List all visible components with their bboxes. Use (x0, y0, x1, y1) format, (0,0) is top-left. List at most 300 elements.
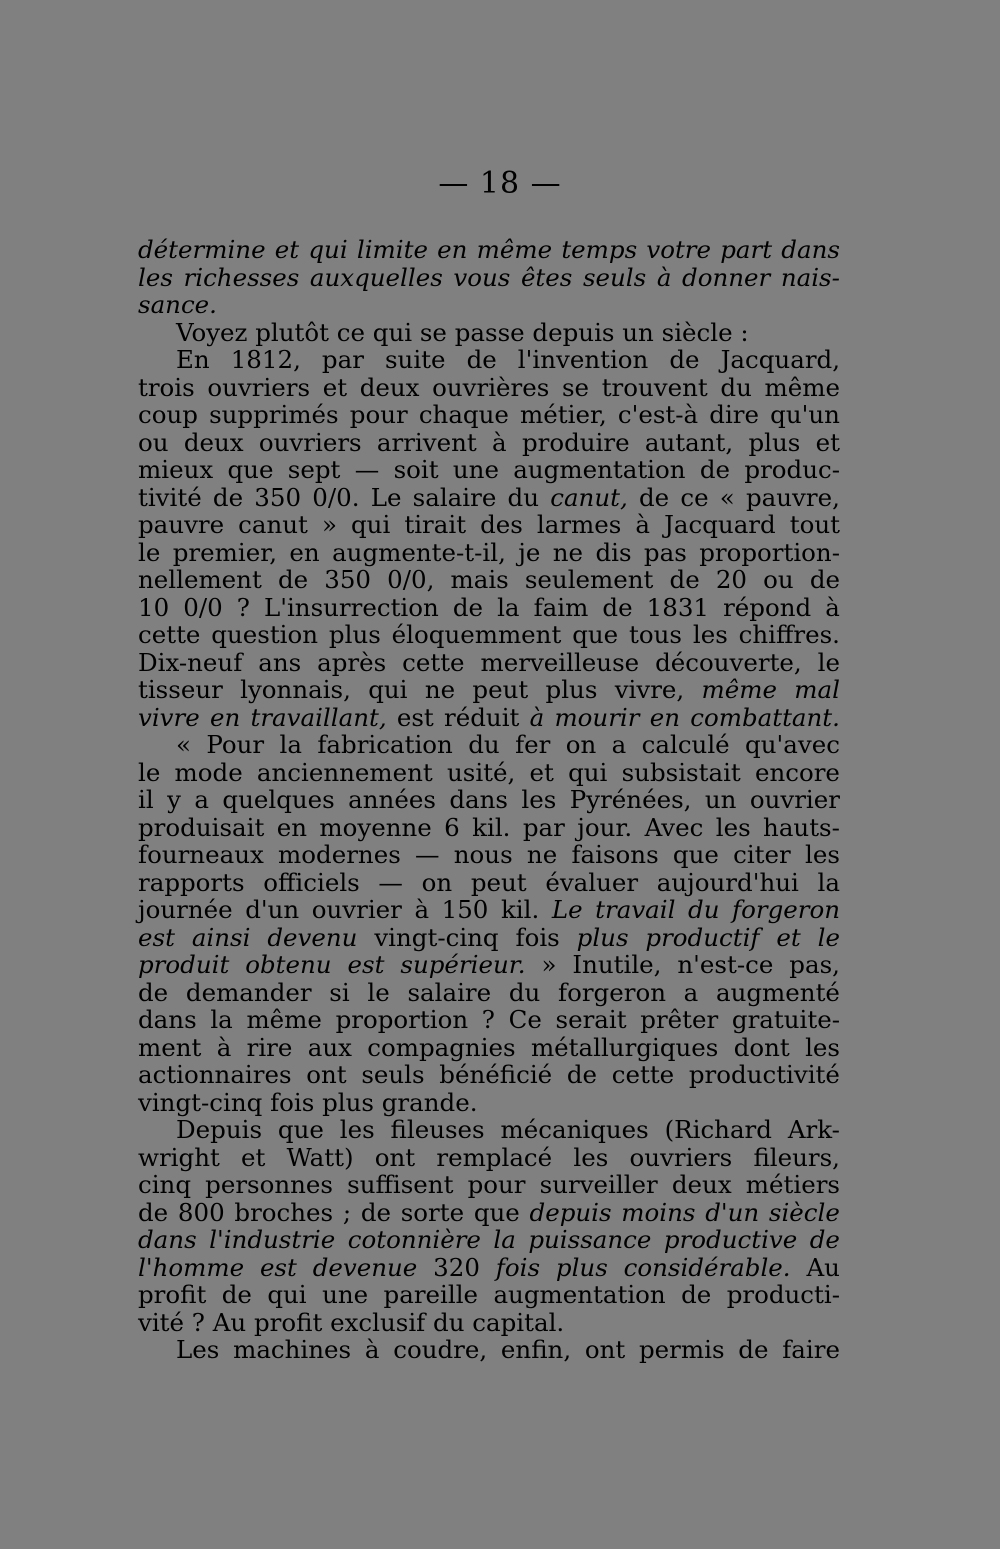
text-line: sance. (138, 290, 217, 319)
word: devenue (312, 1252, 418, 1282)
text-line (138, 979, 840, 1007)
word: de (669, 345, 700, 374)
word: en (276, 812, 307, 842)
word: canut, (550, 482, 628, 512)
word: fois (495, 1252, 541, 1282)
word: on (565, 730, 597, 759)
word: supérieur. (400, 950, 526, 979)
word: produisait (138, 812, 265, 842)
word: ont (584, 1335, 626, 1364)
paragraph (138, 236, 840, 319)
word: la (493, 1225, 516, 1254)
word: tisseur (138, 675, 223, 704)
word: augmenté (715, 977, 840, 1007)
word: serait (555, 1005, 627, 1034)
word: faire (782, 1335, 840, 1364)
word: de (809, 1225, 840, 1254)
word: de (466, 345, 497, 374)
word: nous (453, 840, 513, 869)
word: c'est-à (617, 400, 699, 429)
word: « (176, 730, 191, 759)
word: la (210, 1005, 233, 1034)
word: 20 (715, 565, 748, 594)
word: ainsi (191, 922, 251, 952)
word: dis (595, 537, 632, 567)
word: a (683, 977, 699, 1007)
word: nais- (780, 262, 840, 292)
word: plus (545, 675, 598, 704)
text-line (138, 731, 840, 759)
word: vivre (138, 702, 200, 732)
word: subsistait (621, 757, 741, 787)
word: remplacé (436, 1142, 553, 1172)
word: produit (138, 950, 230, 979)
word: et (274, 235, 300, 264)
word: ouvrier (749, 785, 840, 814)
word: pas, (789, 950, 840, 979)
word: premier, (172, 537, 278, 567)
word: détermine (138, 235, 266, 264)
word: de (681, 1280, 712, 1309)
word: profit (138, 1280, 207, 1309)
word: ce (680, 482, 709, 512)
word: à (825, 592, 840, 622)
word: encore (754, 757, 840, 787)
word: ment (138, 1032, 202, 1062)
text-line (138, 896, 840, 924)
word: puissance (528, 1225, 652, 1254)
word: les (804, 840, 840, 869)
text-line (138, 869, 840, 897)
word: Ce (508, 1005, 542, 1034)
word: est (347, 950, 385, 979)
word: que (672, 840, 719, 869)
text-line (138, 566, 840, 594)
word: donner (682, 262, 771, 292)
text-line (138, 1254, 840, 1282)
word: 1812, (230, 345, 301, 374)
word: supprimés (209, 400, 339, 429)
word: le (138, 757, 161, 787)
word: votre (646, 235, 712, 264)
word: réduit (444, 702, 520, 732)
text-line (138, 759, 840, 787)
word: auxquelles (309, 262, 443, 292)
word: en (437, 235, 468, 264)
word: n'est-ce (677, 950, 774, 979)
word: pauvre (138, 510, 225, 539)
word: plus (555, 1252, 608, 1282)
word: est (396, 702, 434, 732)
word: trois (138, 372, 195, 402)
word: hauts- (763, 812, 840, 842)
word: augmentation (493, 1280, 666, 1309)
word: Pyrénées, (569, 785, 692, 814)
word: une (322, 1280, 369, 1309)
word: augmente-t-il, (332, 537, 506, 567)
word: le (367, 977, 390, 1007)
word: sept (287, 455, 341, 484)
text-line (138, 814, 840, 842)
word: depuis (529, 1197, 612, 1227)
word: usité, (446, 757, 516, 787)
word: y (167, 785, 181, 814)
word: chiffres. (738, 620, 840, 649)
word: enfin, (500, 1335, 572, 1364)
word: 350 (324, 565, 372, 594)
word: calculé (641, 730, 730, 759)
text-line (138, 374, 840, 402)
text-line: Voyez plutôt ce qui se passe depuis un siècle : (176, 317, 749, 347)
word: kil. (500, 895, 540, 924)
word: a (611, 730, 627, 759)
word: 1831 (646, 592, 710, 622)
word: faim (533, 592, 589, 622)
word: broches (234, 1197, 334, 1227)
word: si (329, 977, 350, 1007)
word: part (720, 235, 773, 264)
text-line (138, 1171, 840, 1199)
word: a (194, 785, 209, 814)
word: ne (526, 840, 558, 869)
word: l'invention (517, 345, 649, 374)
word: qu'un (770, 400, 840, 429)
word: métiers (745, 1170, 840, 1199)
word: moins (621, 1197, 696, 1227)
word: 0/0 (183, 592, 223, 622)
word: dans (138, 1225, 197, 1254)
word: Jacquard, (720, 345, 840, 374)
word: siècle (768, 1197, 840, 1227)
word: sorte (400, 1197, 465, 1227)
word: tout (789, 510, 840, 539)
word: ans (258, 647, 302, 677)
word: qu'avec (745, 730, 840, 759)
text-line (138, 649, 840, 677)
word: permis (638, 1335, 725, 1364)
word: obtenu (245, 950, 332, 979)
paragraph (138, 1116, 840, 1336)
word: de (360, 1197, 391, 1227)
word: peut (472, 675, 529, 704)
word: il (138, 785, 154, 814)
word: seulement (524, 565, 654, 594)
word: augmentation (513, 455, 686, 484)
word: producti- (726, 1280, 840, 1309)
word: de (138, 1197, 169, 1227)
word: à (364, 1335, 380, 1364)
word: — (354, 455, 380, 484)
word: aux (307, 1032, 352, 1062)
word: à (216, 1032, 232, 1062)
word: mal (794, 675, 840, 704)
word: plus (748, 427, 801, 457)
text-line (138, 429, 840, 457)
word: cette (402, 647, 465, 677)
word: les (573, 1142, 609, 1172)
paragraph (138, 1336, 840, 1364)
word: que (572, 620, 619, 649)
word: en (209, 702, 241, 732)
word: ne (424, 675, 456, 704)
word: même (764, 372, 840, 402)
word: canut (238, 510, 308, 539)
word: même (476, 235, 553, 264)
word: moyenne (319, 812, 432, 842)
text-line (138, 1034, 840, 1062)
word: autant, (644, 427, 734, 457)
word: productif (645, 922, 760, 952)
word: qui (568, 757, 608, 787)
word: métier, (520, 400, 607, 429)
word: ouvriers (629, 1142, 733, 1172)
text-line (138, 621, 840, 649)
word: modernes (278, 840, 401, 869)
word: surveiller (539, 1170, 658, 1199)
word: produc- (744, 455, 840, 484)
word: est (138, 922, 175, 952)
word: bénéficié (439, 1060, 553, 1089)
word: coup (138, 400, 198, 429)
word: compagnies (367, 1032, 516, 1062)
word: on (421, 867, 453, 897)
word: soit (393, 455, 439, 484)
word: même (246, 1005, 322, 1034)
word: — (378, 867, 403, 897)
word: fileurs, (753, 1142, 840, 1172)
word: devenu (267, 922, 358, 952)
word: en (649, 702, 680, 732)
text-line (138, 924, 840, 952)
word: que (277, 1115, 324, 1144)
word: Depuis (176, 1115, 263, 1144)
word: deux (359, 372, 420, 402)
word: vingt-cinq (374, 922, 499, 952)
word: plus (328, 620, 381, 649)
word: coudre, (393, 1335, 488, 1364)
word: gratuite- (731, 1005, 840, 1034)
word: Ark- (787, 1115, 840, 1144)
word: En (176, 345, 210, 374)
text-line (138, 676, 840, 704)
word: merveilleuse (480, 647, 640, 677)
word: richesses (183, 262, 300, 292)
word: de (221, 1280, 252, 1309)
word: ? (481, 1005, 495, 1034)
word: Le (551, 895, 583, 924)
word: forgeron (558, 977, 666, 1007)
word: fabrication (317, 730, 453, 759)
word: demander (185, 977, 312, 1007)
word: Dix-neuf (138, 647, 243, 677)
word: années (348, 785, 436, 814)
word: de (277, 565, 309, 594)
word: de (699, 455, 731, 484)
word: pauvre, (745, 482, 840, 512)
word: le (817, 922, 840, 952)
text-line (138, 1144, 840, 1172)
word: à (492, 427, 507, 457)
word: je (518, 537, 541, 567)
word: peut (470, 867, 527, 897)
word: productive (663, 1225, 798, 1254)
word: un (704, 785, 737, 814)
word: et (815, 427, 840, 457)
word: le (138, 537, 161, 567)
word: et (322, 372, 348, 402)
word: de (669, 565, 700, 594)
word: personnes (205, 1170, 334, 1199)
text-line (138, 594, 840, 622)
word: cette (611, 1060, 675, 1089)
word: 0/0. (312, 482, 360, 512)
word: de (452, 592, 484, 622)
word: produire (521, 427, 630, 457)
word: seuls (361, 1060, 425, 1089)
word: de (809, 565, 840, 594)
word: les (521, 785, 557, 814)
paragraph (138, 346, 840, 731)
word: combattant. (690, 702, 840, 732)
word: wright (138, 1142, 220, 1172)
word: d'un (705, 1197, 760, 1227)
word: pour (467, 1170, 526, 1199)
word: tous (629, 620, 682, 649)
word: l'homme (138, 1252, 245, 1282)
text-line (138, 951, 840, 979)
word: L'insurrection (263, 592, 439, 622)
word: ; (342, 1197, 352, 1227)
word: ont (374, 1142, 416, 1172)
word: de (738, 1335, 769, 1364)
text-line (138, 1226, 840, 1254)
word: rire (246, 1032, 293, 1062)
body-text (138, 236, 840, 1364)
word: de (602, 592, 633, 622)
text-line (138, 264, 840, 292)
word: anciennement (256, 757, 433, 787)
word: à (656, 262, 672, 292)
word: officiels (263, 867, 360, 897)
word: de (212, 482, 244, 512)
word: dans (138, 1005, 197, 1034)
word: question (211, 620, 319, 649)
word: éloquemment (391, 620, 562, 649)
word: les (805, 1032, 840, 1062)
word: les (339, 1115, 375, 1144)
word: (Richard (664, 1115, 772, 1144)
word: ouvriers (207, 372, 311, 402)
word: nellement (138, 565, 262, 594)
word: productivité (688, 1060, 840, 1089)
word: larmes (536, 510, 622, 539)
text-line (138, 484, 840, 512)
text-line (138, 539, 840, 567)
word: 6 (444, 812, 460, 842)
word: est (259, 1252, 297, 1282)
word: ou (138, 427, 169, 457)
word: du (688, 895, 720, 924)
word: ont (306, 1060, 347, 1089)
word: après (317, 647, 387, 677)
word: 800 (177, 1197, 225, 1227)
word: pas (643, 537, 687, 567)
word: deux (183, 427, 244, 457)
word: la (817, 867, 840, 897)
word: travaillant, (250, 702, 387, 732)
word: Pour (206, 730, 265, 759)
word: même (701, 675, 777, 704)
word: jour. (577, 812, 633, 842)
word: répond (723, 592, 812, 622)
word: évaluer (545, 867, 639, 897)
word: les (692, 620, 728, 649)
text-line (138, 1281, 840, 1309)
word: métallurgiques (530, 1032, 719, 1062)
word: fileuses (390, 1115, 485, 1144)
text-line (138, 1006, 840, 1034)
word: ouvriers (258, 427, 362, 457)
word: des (480, 510, 523, 539)
text-line (138, 401, 840, 429)
word: 320 (433, 1252, 480, 1282)
word: qui (368, 675, 408, 704)
word: plus (576, 922, 629, 952)
word: cotonnière (347, 1225, 481, 1254)
word: découverte, (655, 647, 802, 677)
word: 0/0, (387, 565, 435, 594)
word: suffisent (347, 1170, 454, 1199)
word: dans (781, 235, 840, 264)
word: se (561, 372, 590, 402)
word: que (227, 455, 274, 484)
word: 10 (138, 592, 170, 622)
word: qui (267, 1280, 307, 1309)
word: suite (384, 345, 446, 374)
word: Au (806, 1252, 840, 1282)
text-line: vingt-cinq fois plus grande. (138, 1087, 478, 1117)
word: » (541, 950, 557, 979)
word: dans (449, 785, 508, 814)
word: mais (450, 565, 509, 594)
word: seuls (582, 262, 647, 292)
word: du (468, 730, 500, 759)
word: salaire (412, 482, 497, 512)
word: qui (351, 510, 391, 539)
word: par (321, 345, 364, 374)
text-line (138, 456, 840, 484)
word: deux (671, 1170, 732, 1199)
word: proportion (335, 1005, 469, 1034)
word: à (414, 895, 430, 924)
word: » (321, 510, 337, 539)
word: journée (138, 895, 233, 924)
word: vous (453, 262, 511, 292)
word: en (289, 537, 320, 567)
word: mieux (138, 455, 214, 484)
word: quelques (222, 785, 335, 814)
word: tirait (404, 510, 467, 539)
word: par (522, 812, 565, 842)
word: machines (233, 1335, 352, 1364)
text-line (138, 786, 840, 814)
word: de (138, 977, 169, 1007)
word: tivité (138, 482, 202, 512)
word: proportion- (699, 537, 840, 567)
word: que (473, 1197, 520, 1227)
word: Jacquard (664, 510, 776, 539)
word: la (279, 730, 302, 759)
